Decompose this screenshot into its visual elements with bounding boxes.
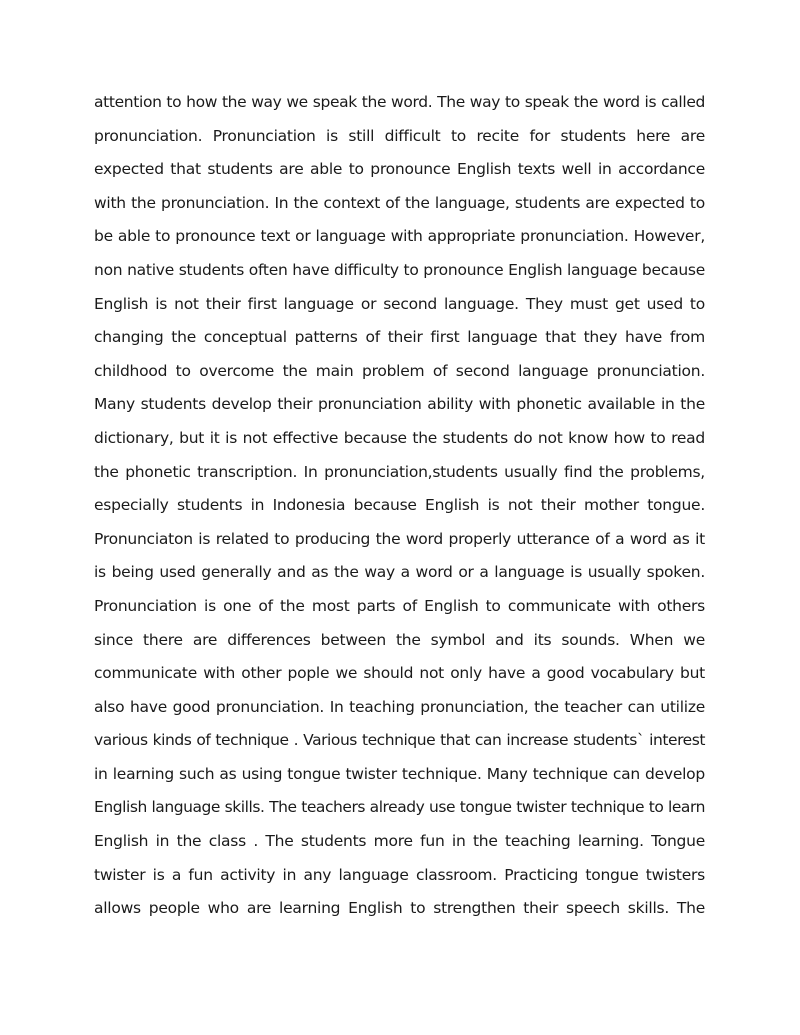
text-line: Pronunciation is one of the most parts of English to communicate with others <box>94 596 705 615</box>
text-line: with the pronunciation. In the context of the language, students are expected to <box>94 193 705 212</box>
text-line: allows people who are learning English to strengthen their speech skills. The <box>94 899 705 918</box>
text-line: childhood to overcome the main problem of second language pronunciation. <box>94 361 705 380</box>
text-line: English in the class . The students more fun in the teaching learning. Tongue <box>94 832 705 851</box>
text-line: the phonetic transcription. In pronunciation,students usually find the problems, <box>94 462 705 481</box>
text-line: attention to how the way we speak the word. The way to speak the word is called <box>94 93 705 111</box>
text-line: pronunciation. Pronunciation is still difficult to recite for students here are <box>94 126 705 145</box>
text-line: changing the conceptual patterns of their first language that they have from <box>94 328 705 347</box>
text-line: Pronunciaton is related to producing the word properly utterance of a word as it <box>94 529 705 548</box>
text-line: especially students in Indonesia because English is not their mother tongue. <box>94 496 705 515</box>
text-line: non native students often have difficulty to pronounce English language because <box>94 260 705 279</box>
text-line: expected that students are able to pronounce English texts well in accordance <box>94 160 705 179</box>
text-line: be able to pronounce text or language with appropriate pronunciation. However, <box>94 227 705 246</box>
text-line: since there are differences between the symbol and its sounds. When we <box>94 630 705 649</box>
text-line: Many students develop their pronunciation ability with phonetic available in the <box>94 395 705 414</box>
document-body <box>94 86 705 926</box>
text-line: twister is a fun activity in any language classroom. Practicing tongue twisters <box>94 865 705 884</box>
text-line: English language skills. The teachers already use tongue twister technique to learn <box>94 798 705 817</box>
text-line: communicate with other pople we should not only have a good vocabulary but <box>94 664 705 683</box>
text-line: also have good pronunciation. In teaching pronunciation, the teacher can utilize <box>94 697 705 716</box>
text-line: English is not their first language or second language. They must get used to <box>94 294 705 313</box>
text-line: dictionary, but it is not effective because the students do not know how to read <box>94 428 705 447</box>
text-line: various kinds of technique . Various technique that can increase students` interest <box>94 731 705 750</box>
text-line: in learning such as using tongue twister technique. Many technique can develop <box>94 764 705 783</box>
body-paragraph <box>94 86 705 926</box>
text-line: is being used generally and as the way a word or a language is usually spoken. <box>94 563 705 582</box>
